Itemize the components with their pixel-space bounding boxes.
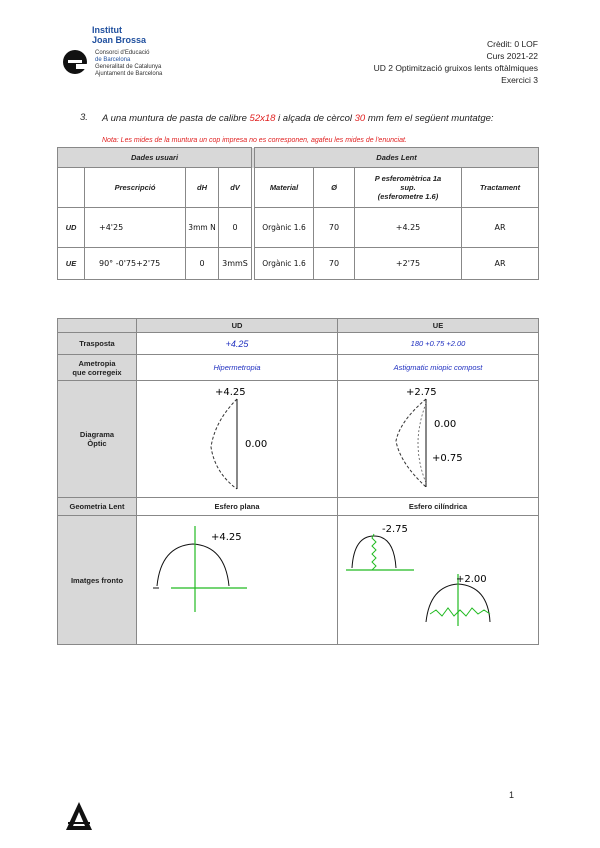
ametropia-ud: Hipermetropia [137, 355, 338, 381]
dh-cell: 0 [186, 248, 219, 280]
lens-data-header: Dades Lent [255, 148, 539, 168]
unit-text: UD 2 Optimització gruixos lents oftàlmiques [373, 63, 538, 73]
consortium-line-4: Ajuntament de Barcelona [95, 71, 163, 77]
course-text: Curs 2021-22 [486, 51, 538, 61]
page-number: 1 [508, 790, 514, 800]
dv-cell: 3mmS [219, 248, 252, 280]
statement-part-a: A una muntura de pasta de calibre [102, 113, 250, 124]
lens-analysis-table [57, 318, 539, 645]
fronto-wave-1 [372, 534, 376, 570]
statement-part-b: i alçada de cèrcol [275, 113, 355, 124]
eye-col-header [58, 168, 85, 208]
table-row [58, 248, 539, 280]
frame-caliber: 52x18 [249, 113, 276, 124]
treatment-col-header: Tractament [462, 168, 539, 208]
eye-label: UE [58, 248, 85, 280]
ametropia-label-line-1: Ametropia [78, 358, 116, 368]
transpose-row-label: Trasposta [58, 333, 137, 355]
diagram-ue-mid-label: 0.00 [434, 419, 457, 430]
ametropia-ue: Astigmatic miopic compost [338, 355, 539, 381]
dv-cell: 0 [219, 208, 252, 248]
treatment-cell: AR [462, 208, 539, 248]
geometry-ud: Esfero plana [137, 498, 338, 516]
school-name [92, 25, 146, 45]
diagram-ue-cell [338, 381, 539, 498]
optical-diagram-ue [338, 381, 538, 497]
diameter-cell: 70 [314, 208, 355, 248]
table-row [58, 208, 539, 248]
school-name-line-1: Institut [92, 25, 122, 35]
credit-text: Crèdit: 0 LOF [486, 39, 538, 49]
fronto-wave-2 [430, 608, 490, 616]
power-cell: +4.25 [355, 208, 462, 248]
fronto-ue-label-2: +2.00 [456, 574, 487, 585]
diagram-label-line-1: Diagrama [79, 430, 115, 439]
diagram-ue-low-label: +0.75 [432, 453, 463, 464]
lens-outer-curve [211, 399, 237, 489]
ametropia-row-label [58, 355, 137, 381]
material-cell: Orgànic 1.6 [255, 248, 314, 280]
fronto-ud-cell [137, 516, 338, 645]
ue-col-header: UE [338, 319, 539, 333]
statement-part-c: mm fem el següent muntatge: [365, 113, 494, 124]
corner-cell [58, 319, 137, 333]
diagram-ud-top-label: +4.25 [215, 387, 246, 398]
diagram-row-label [58, 381, 137, 498]
prescription-col-header: Prescripció [85, 168, 186, 208]
cylinder-curve [418, 403, 426, 483]
consortium-line-1: Consorci d'Educació [95, 50, 150, 56]
exercise-number: 3. [80, 112, 88, 123]
power-header-line-2: sup. [400, 183, 416, 192]
power-header-line-3: (esferometre 1.6) [377, 192, 439, 201]
consortium-line-3: Generalitat de Catalunya [95, 64, 162, 70]
diagram-ue-top-label: +2.75 [406, 387, 437, 398]
eye-label: UD [58, 208, 85, 248]
power-cell: +2'75 [355, 248, 462, 280]
lens-outer-curve [396, 399, 426, 487]
fronto-lens-curve [157, 544, 229, 586]
dh-col-header: dH [186, 168, 219, 208]
material-col-header: Material [255, 168, 314, 208]
consortium-line-2: de Barcelona [95, 57, 131, 63]
lens-data-table [57, 147, 539, 280]
rim-height: 30 [354, 113, 366, 124]
power-col-header [355, 168, 462, 208]
user-data-header: Dades usuari [58, 148, 252, 168]
diameter-cell: 70 [314, 248, 355, 280]
geometry-row-label: Geometria Lent [58, 498, 137, 516]
ametropia-label-line-2: que corregeix [72, 367, 122, 377]
prescription-cell: 90° -0'75+2'75 [85, 248, 186, 280]
geometry-ue: Esfero cilíndrica [338, 498, 539, 516]
transpose-ud: +4.25 [137, 333, 338, 355]
fronto-image-ue [338, 516, 538, 644]
fronto-ue-label-1: -2.75 [382, 524, 408, 535]
optical-diagram-ud [137, 381, 337, 497]
prescription-cell: +4'25 [85, 208, 186, 248]
school-logo-icon [62, 49, 88, 75]
fronto-ue-cell [338, 516, 539, 645]
footer-logo-icon [64, 800, 94, 832]
diagram-label-line-2: Òptic [87, 439, 107, 448]
treatment-cell: AR [462, 248, 539, 280]
diagram-ud-cell [137, 381, 338, 498]
exercise-statement [102, 112, 522, 125]
school-name-line-2: Joan Brossa [92, 35, 147, 45]
transpose-ue: 180 +0.75 +2.00 [338, 333, 539, 355]
power-header-line-1: P esferomètrica 1a [374, 174, 442, 183]
dv-col-header: dV [219, 168, 252, 208]
diagram-ud-right-label: 0.00 [245, 439, 268, 450]
document-header-info [374, 38, 538, 86]
exercise-text: Exercici 3 [501, 75, 538, 85]
fronto-ud-label: +4.25 [211, 532, 242, 543]
fronto-row-label: Imatges fronto [58, 516, 137, 645]
material-cell: Orgànic 1.6 [255, 208, 314, 248]
fronto-image-ud [137, 516, 337, 644]
diameter-col-header: Ø [314, 168, 355, 208]
ud-col-header: UD [137, 319, 338, 333]
exercise-note: Nota: Les mides de la muntura un cop impresa no es corresponen, agafeu les mides de l'enunciat. [102, 137, 407, 144]
consortium-text [95, 50, 162, 78]
dh-cell: 3mm N [186, 208, 219, 248]
